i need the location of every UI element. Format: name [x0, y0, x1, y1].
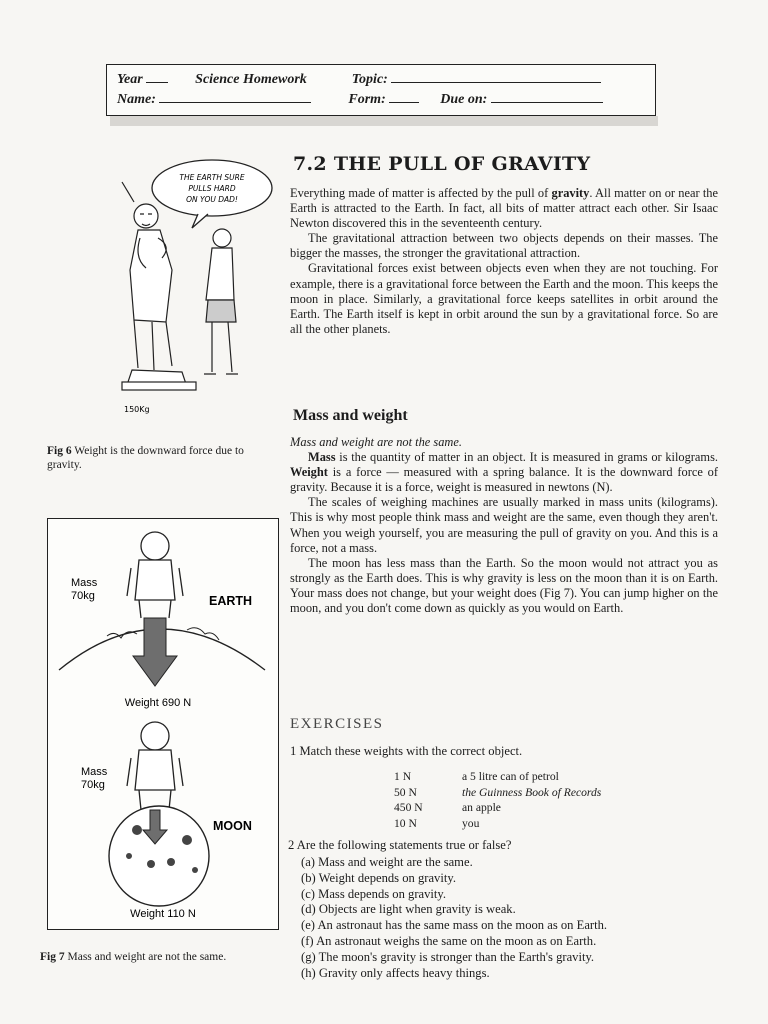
speech-line-3: ON YOU DAD! — [186, 195, 238, 204]
subject-label: Science Homework — [195, 72, 307, 87]
object-cell: the Guinness Book of Records — [462, 785, 602, 799]
due-field[interactable] — [491, 90, 603, 103]
weight-cell: 50 N — [394, 785, 417, 799]
form-field[interactable] — [389, 90, 419, 103]
year-label: Year — [117, 72, 143, 87]
header-shadow — [110, 116, 658, 126]
list-item: (c) Mass depends on gravity. — [301, 886, 447, 901]
intro-text: Everything made of matter is affected by the pull of gravity. All matter on or near the Earth is attracted to the Earth. In fact, all bits of matter attract each other. Sir Isaac Newton discovered this in the seventeenth century. The gravitational attraction between two objects depends on their masses. The bigger the masses, the stronger the gravitational attraction. Gravitational forces exist between objects even when they are not touching. For example, there is a gravitational force between the Earth and the moon. This keeps the moon in place. Similarly, a gravitational force keeps satellites in orbit around the Earth. The Earth itself is kept in orbit around the sun by a gravitational force. So are all the other planets. — [290, 186, 718, 336]
mass-weight-intro: Mass and weight are not the same. — [290, 435, 462, 449]
intro-paragraph-2: The gravitational attraction between two objects depends on their masses. The bigger the masses, the stronger the gravitational attraction. — [290, 231, 718, 261]
fig6-cartoon — [100, 150, 275, 432]
mass-weight-text: Mass and weight are not the same. Mass is the quantity of matter in an object. It is measured in grams or kilograms. Weight is a force — measured with a spring balance. It is the downward force of gravity. Because it is a force, weight is measured in newtons (N). The scales of weighing machines are usually marked in mass units (kilograms). This is why most people think mass and weight are the same, even though they aren't. When you weigh yourself, you are measuring the pull of gravity on you. And this is a force, not a mass. The moon has less mass than the Earth. So the moon would not attract you as strongly as the Earth does. This is why gravity is less on the moon than it is on Earth. Your mass does not change, but your weight does (Fig 7). You can jump higher on the moon, and you don't come down as quickly as you would on Earth. — [290, 435, 718, 616]
son-figure — [204, 229, 238, 374]
moon-mass-label: Mass — [81, 766, 108, 778]
list-item: (f) An astronaut weighs the same on the moon as on Earth. — [301, 933, 597, 948]
exercise-q1: 1 Match these weights with the correct object. — [290, 744, 523, 758]
earth-weight-arrow — [133, 618, 177, 686]
earth-label: EARTH — [209, 594, 253, 608]
form-label: Form: — [348, 92, 386, 107]
list-item: (e) An astronaut has the same mass on the moon as on Earth. — [301, 918, 608, 933]
list-item: (g) The moon's gravity is stronger than the Earth's gravity. — [301, 949, 595, 964]
list-item: (b) Weight depends on gravity. — [301, 870, 456, 885]
due-label: Due on: — [440, 92, 488, 107]
weight-cell: 10 N — [394, 816, 417, 830]
speech-line-2: PULLS HARD — [188, 184, 236, 193]
exercise-q2: 2 Are the following statements true or false? — [288, 838, 512, 852]
object-cell: an apple — [462, 801, 501, 814]
mass-weight-paragraph-3: The moon has less mass than the Earth. So the moon would not attract you as strongly as the Earth does. This is why gravity is less on the moon than it is on Earth. Your mass does not change, but your weight does (Fig 7). You can jump higher on the moon, and you don't come down as quickly as you would on Earth. — [290, 555, 718, 616]
table-row — [394, 800, 601, 816]
earth-weight-label: Weight 690 N — [124, 697, 192, 709]
earth-mass-label: Mass — [71, 577, 98, 589]
mass-weight-paragraph-2: The scales of weighing machines are usually marked in mass units (kilograms). This is why most people think mass and weight are the same, even though they aren't. When you weigh yourself, you are measuring the pull of gravity on you. And this is a force, not a mass. — [290, 495, 718, 555]
topic-field[interactable] — [391, 70, 601, 83]
exercises-heading: EXERCISES — [290, 716, 384, 732]
list-item: (h) Gravity only affects heavy things. — [301, 965, 490, 980]
name-field[interactable] — [159, 90, 311, 103]
table-row — [394, 816, 601, 832]
name-label: Name: — [117, 92, 156, 107]
section-title: 7.2 THE PULL OF GRAVITY — [293, 153, 591, 175]
statement-list — [301, 855, 607, 981]
mass-weight-heading: Mass and weight — [293, 407, 408, 424]
moon-weight-label: Weight 110 N — [130, 908, 196, 920]
earth-astronaut-icon — [127, 532, 183, 618]
table-row — [394, 785, 601, 801]
weight-cell: 1 N — [394, 770, 412, 783]
matching-table — [394, 769, 601, 831]
earth-mass-value: 70kg — [71, 590, 95, 602]
moon-mass-value: 70kg — [81, 779, 105, 791]
fig7-caption: Fig 7 Mass and weight are not the same. — [40, 951, 227, 963]
table-row — [394, 769, 601, 785]
list-item: (a) Mass and weight are the same. — [301, 855, 473, 869]
intro-paragraph-3: Gravitational forces exist between objects even when they are not touching. For example, there is a gravitational force between the Earth and the moon. This keeps the moon in place. Similarly, a gravitational force keeps satellites in orbit around the Earth. The Earth itself is kept in orbit around the sun by a gravitational force. So are all the other planets. — [290, 261, 718, 336]
object-cell: you — [462, 816, 480, 830]
object-cell: a 5 litre can of petrol — [462, 770, 559, 783]
moon-label: MOON — [213, 819, 252, 833]
topic-label: Topic: — [351, 72, 388, 87]
fig6-caption: Fig 6 Weight is the downward force due to gravity. — [47, 445, 244, 471]
homework-header-box — [106, 64, 656, 116]
year-field[interactable] — [146, 70, 168, 83]
moon-astronaut-icon — [127, 722, 183, 810]
weight-cell: 450 N — [394, 801, 423, 814]
speech-line-1: THE EARTH SURE — [179, 173, 245, 182]
fig7-diagram — [47, 518, 279, 930]
scale-reading: 150Kg — [124, 405, 150, 414]
list-item: (d) Objects are light when gravity is weak. — [301, 902, 516, 917]
